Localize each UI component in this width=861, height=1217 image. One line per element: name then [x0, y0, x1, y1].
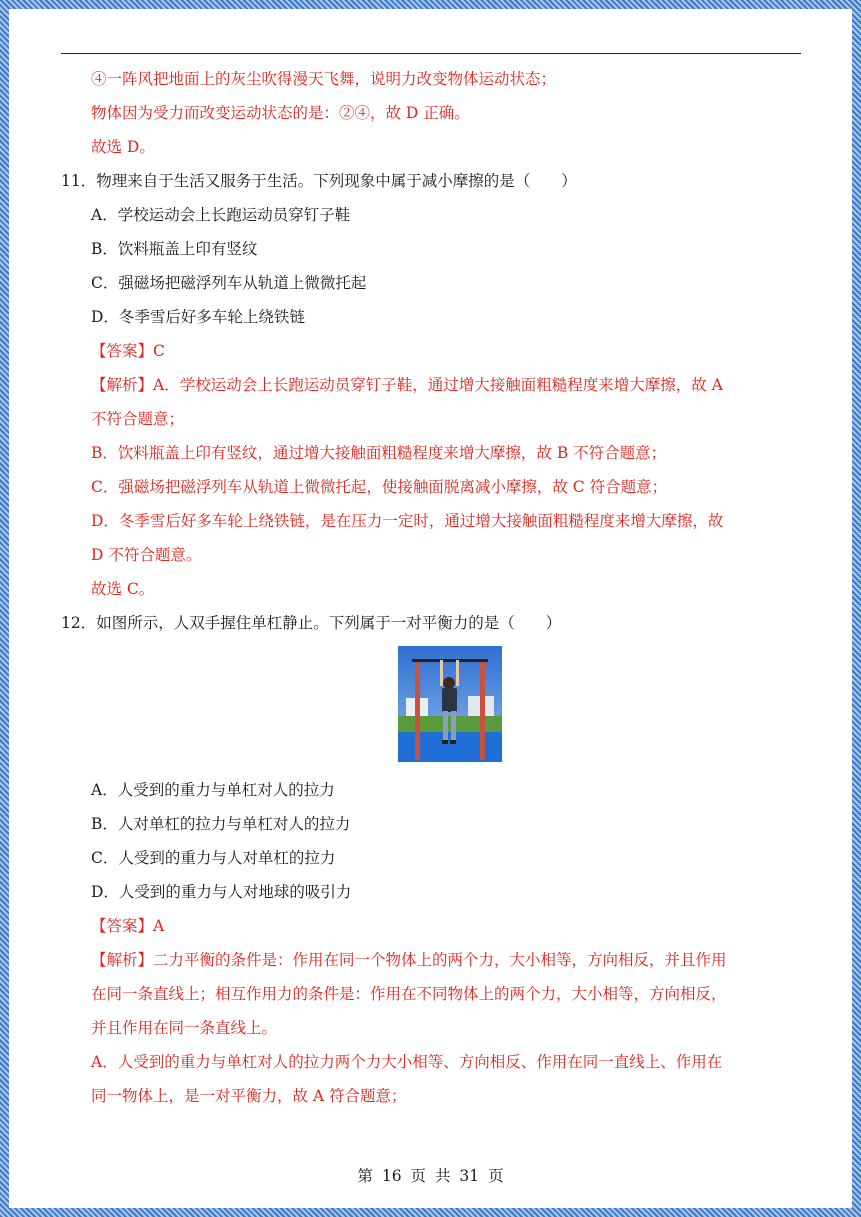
analysis-line: ④一阵风把地面上的灰尘吹得漫天飞舞，说明力改变物体运动状态； — [91, 70, 557, 88]
analysis-line: C．强磁场把磁浮列车从轨道上微微托起，使接触面脱离减小摩擦，故 C 符合题意； — [91, 478, 668, 496]
total-pages-number: 31 — [459, 1167, 480, 1185]
option-c: C．人受到的重力与人对单杠的拉力 — [91, 849, 336, 867]
page-footer — [9, 1164, 852, 1186]
analysis-line: 同一物体上，是一对平衡力，故 A 符合题意； — [91, 1087, 407, 1105]
analysis-line: 【解析】二力平衡的条件是：作用在同一个物体上的两个力，大小相等，方向相反，并且作用 — [91, 951, 727, 969]
analysis-line: A．人受到的重力与单杠对人的拉力两个力大小相等、方向相反、作用在同一直线上、作用在 — [91, 1053, 723, 1071]
question-12-stem: 12．如图所示，人双手握住单杠静止。下列属于一对平衡力的是（ ） — [61, 614, 562, 632]
footer-label: 第 — [357, 1167, 373, 1185]
option-d: D．冬季雪后好多车轮上绕铁链 — [91, 308, 305, 326]
option-c: C．强磁场把磁浮列车从轨道上微微托起 — [91, 274, 367, 292]
option-b: B．人对单杠的拉力与单杠对人的拉力 — [91, 815, 351, 833]
analysis-line: 物体因为受力而改变运动状态的是：②④，故 D 正确。 — [91, 104, 470, 122]
question-11-stem: 11．物理来自于生活又服务于生活。下列现象中属于减小摩擦的是（ ） — [61, 172, 577, 190]
option-d: D．人受到的重力与人对地球的吸引力 — [91, 883, 352, 901]
analysis-line: B．饮料瓶盖上印有竖纹，通过增大接触面粗糙程度来增大摩擦，故 B 不符合题意； — [91, 444, 667, 462]
answer-label: 【答案】A — [91, 917, 165, 935]
current-page-number: 16 — [381, 1167, 402, 1185]
choice-conclusion: 故选 D。 — [91, 138, 155, 156]
option-a: A．学校运动会上长跑运动员穿钉子鞋 — [91, 206, 351, 224]
analysis-line: 并且作用在同一条直线上。 — [91, 1019, 278, 1037]
header-rule — [61, 53, 801, 54]
analysis-line: D．冬季雪后好多车轮上绕铁链，是在压力一定时，通过增大接触面粗糙程度来增大摩擦，故 — [91, 512, 724, 530]
choice-conclusion: 故选 C。 — [91, 580, 155, 598]
footer-label: 共 — [434, 1167, 451, 1185]
analysis-line: 在同一条直线上；相互作用力的条件是：作用在不同物体上的两个力，大小相等，方向相反， — [91, 985, 727, 1003]
analysis-line: 【解析】A．学校运动会上长跑运动员穿钉子鞋，通过增大接触面粗糙程度来增大摩擦，故 A — [91, 376, 723, 394]
option-a: A．人受到的重力与单杠对人的拉力 — [91, 781, 335, 799]
horizontal-bar-photo — [398, 646, 502, 762]
answer-label: 【答案】C — [91, 342, 165, 360]
person-hanging-illustration — [398, 646, 502, 762]
option-b: B．饮料瓶盖上印有竖纹 — [91, 240, 258, 258]
analysis-line: 不符合题意； — [91, 410, 185, 428]
footer-label: 页 — [410, 1167, 427, 1185]
document-page — [9, 9, 852, 1208]
analysis-line: D 不符合题意。 — [91, 546, 202, 564]
footer-label: 页 — [488, 1167, 504, 1185]
